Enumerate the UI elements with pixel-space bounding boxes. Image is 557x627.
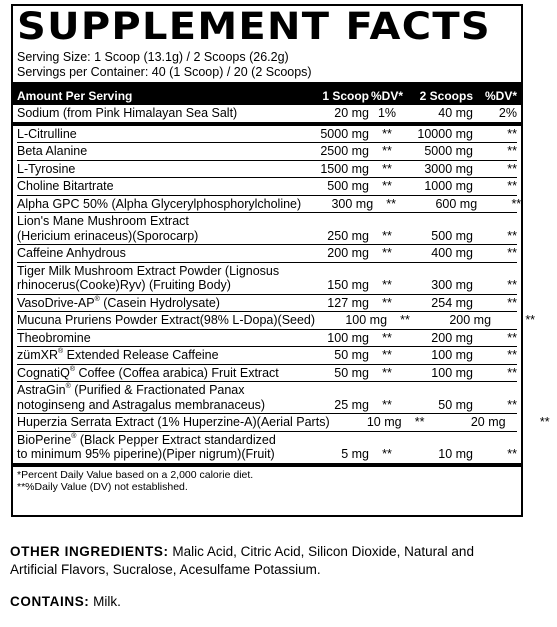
row-dv-2: ** [507, 246, 517, 260]
row-name-line: Lion's Mane Mushroom Extract [17, 214, 189, 228]
row-dv-2: ** [511, 196, 522, 211]
row-name [17, 383, 297, 412]
row-amount-1: 1500 mg [320, 161, 369, 176]
row-amount-1: 5 mg [341, 447, 369, 461]
table-row [17, 195, 522, 213]
row-name [17, 197, 301, 212]
row-dv-2: ** [507, 144, 517, 158]
row-name [17, 144, 297, 159]
row-dv-1: ** [382, 330, 392, 345]
row-name [17, 331, 297, 346]
table-row [17, 294, 517, 312]
panel-title: SUPPLEMENT FACTS [17, 5, 491, 48]
row-dv-2: 2% [498, 106, 517, 120]
table-row [17, 262, 517, 294]
row-name-line: L-Citrulline [17, 126, 77, 141]
row-amount-1: 150 mg [327, 278, 369, 292]
row-dv-1: ** [382, 228, 392, 243]
row-name-line: Caffeine Anhydrous [17, 246, 126, 260]
row-dv-2: ** [525, 313, 536, 327]
row-amount-2: 20 mg [470, 415, 506, 429]
row-name-line: Theobromine [17, 330, 91, 345]
row-amount-2: 400 mg [431, 246, 473, 260]
footnote-not-established: **%Daily Value (DV) not established. [17, 481, 188, 493]
row-amount-2: 50 mg [438, 397, 473, 412]
row-amount-1: 300 mg [331, 196, 374, 211]
row-amount-1: 100 mg [345, 313, 388, 327]
row-dv-1: ** [400, 313, 410, 327]
row-amount-1: 100 mg [327, 330, 369, 345]
row-name-line: Beta Alanine [17, 144, 88, 158]
table-row [17, 244, 517, 262]
table-row [17, 177, 517, 195]
row-amount-2: 600 mg [435, 196, 478, 211]
row-amount-1: 2500 mg [320, 144, 369, 158]
row-amount-2: 254 mg [431, 295, 473, 310]
row-amount-1: 500 mg [327, 179, 369, 193]
row-name [17, 313, 315, 328]
row-dv-1: 1% [377, 106, 397, 120]
row-name [17, 433, 297, 462]
row-dv-1: ** [382, 161, 392, 176]
row-dv-1: ** [382, 246, 392, 260]
row-name-line: Alpha GPC 50% (Alpha Glycerylphosphorylcholine) [17, 196, 302, 211]
row-amount-1: 10 mg [366, 415, 402, 429]
row-amount-1: 250 mg [327, 228, 369, 243]
row-amount-2: 10000 mg [417, 126, 473, 141]
contains-text: Milk. [93, 594, 121, 609]
row-dv-2: ** [507, 365, 517, 380]
row-name-line: Choline Bitartrate [17, 179, 114, 193]
serving-size: Serving Size: 1 Scoop (13.1g) / 2 Scoops (26.2g) [17, 50, 289, 64]
row-name-line: AstraGin® (Purified & Fractionated Panax [17, 383, 245, 397]
row-amount-2: 3000 mg [424, 161, 473, 176]
other-ingredients-label: OTHER INGREDIENTS: [10, 544, 169, 559]
row-dv-1: ** [382, 447, 392, 461]
row-name [17, 246, 297, 261]
footnotes [13, 463, 521, 494]
row-amount-2: 1000 mg [424, 179, 473, 193]
row-name-line: CognatiQ® Coffee (Coffea arabica) Fruit Extract [17, 365, 279, 380]
table-row [17, 413, 550, 431]
row-dv-2: ** [507, 161, 517, 176]
table-row [17, 381, 517, 413]
row-name [17, 366, 297, 381]
row-name-line: (Hericium erinaceus)(Sporocarp) [17, 228, 199, 243]
row-dv-1: ** [382, 126, 392, 141]
row-name-line: VasoDrive-AP® (Casein Hydrolysate) [17, 295, 220, 310]
row-name [17, 415, 330, 430]
servings-per-container: Servings per Container: 40 (1 Scoop) / 20 (2 Scoops) [17, 65, 312, 79]
row-amount-2: 200 mg [431, 330, 473, 345]
row-amount-1: 50 mg [334, 348, 369, 362]
row-name-line: notoginseng and Astragalus membranaceus) [17, 397, 266, 412]
table-row [17, 212, 517, 244]
row-name-line: rhinocerus(Cooke)Ryv) (Fruiting Body) [17, 278, 231, 292]
row-amount-2: 300 mg [431, 278, 473, 292]
row-dv-2: ** [507, 278, 517, 292]
header-amount: Amount Per Serving [17, 89, 133, 103]
row-dv-1: ** [382, 365, 392, 380]
row-amount-2: 40 mg [438, 106, 473, 120]
row-dv-1: ** [382, 295, 392, 310]
table-row [17, 142, 517, 160]
supplement-facts-panel [11, 4, 550, 517]
table-row [17, 311, 536, 329]
row-name [17, 162, 297, 177]
header-dv2: %DV* [484, 89, 517, 103]
row-dv-1: ** [386, 196, 397, 211]
row-dv-2: ** [507, 295, 517, 310]
row-dv-2: ** [507, 348, 517, 362]
row-dv-1: ** [382, 144, 392, 158]
row-dv-2: ** [507, 126, 517, 141]
row-amount-1: 20 mg [334, 106, 369, 120]
row-dv-1: ** [382, 348, 392, 362]
row-dv-2: ** [507, 330, 517, 345]
row-dv-1: ** [382, 397, 392, 412]
table-row [17, 431, 517, 463]
table-header [13, 88, 521, 105]
other-ingredients-text: Malic Acid, Citric Acid, Silicon Dioxide, Natural and Artificial Flavors, Sucralose, Acesulfame Potassium. [10, 544, 474, 577]
row-name-line: BioPerine® (Black Pepper Extract standardized [17, 432, 276, 447]
table-row [17, 346, 517, 364]
header-scoop1: 1 Scoop [322, 89, 369, 103]
row-name-line: Mucuna Pruriens Powder Extract(98% L-Dopa)(Seed) [17, 313, 316, 327]
row-amount-1: 5000 mg [320, 126, 369, 141]
row-name [17, 264, 297, 293]
row-dv-2: ** [539, 415, 550, 429]
contains-label: CONTAINS: [10, 594, 90, 609]
contains-statement [10, 593, 121, 611]
row-name [17, 214, 297, 243]
row-dv-1: ** [382, 278, 392, 292]
other-ingredients [10, 543, 522, 579]
row-amount-1: 200 mg [327, 246, 369, 260]
table-row [17, 126, 517, 143]
row-dv-1: ** [382, 179, 392, 193]
row-name-line: Tiger Milk Mushroom Extract Powder (Lignosus [17, 263, 280, 278]
row-amount-2: 200 mg [449, 313, 492, 327]
header-scoop2: 2 Scoops [419, 89, 473, 103]
table-row [17, 329, 517, 347]
row-name-line: to minimum 95% piperine)(Piper nigrum)(Fruit) [17, 447, 275, 461]
row-dv-2: ** [507, 447, 517, 461]
row-name: Sodium (from Pink Himalayan Sea Salt) [17, 106, 238, 120]
row-name [17, 127, 297, 142]
table-row [17, 160, 517, 178]
header-dv1: %DV* [370, 89, 403, 103]
row-name [17, 179, 297, 194]
row-amount-1: 127 mg [327, 295, 369, 310]
row-amount-2: 5000 mg [424, 144, 473, 158]
row-name-line: Huperzia Serrata Extract (1% Huperzine-A)(Aerial Parts) [17, 415, 330, 429]
row-dv-2: ** [507, 179, 517, 193]
row-dv-2: ** [507, 228, 517, 243]
ingredient-rows [17, 126, 550, 463]
row-name [17, 296, 297, 311]
row-amount-2: 10 mg [438, 447, 473, 461]
row-name-line: zümXR® Extended Release Caffeine [17, 348, 219, 362]
row-amount-2: 500 mg [431, 228, 473, 243]
row-name [17, 348, 297, 363]
footnote-dv: *Percent Daily Value based on a 2,000 calorie diet. [17, 468, 254, 481]
row-dv-1: ** [414, 415, 425, 429]
row-dv-2: ** [507, 397, 517, 412]
row-amount-1: 50 mg [334, 365, 369, 380]
row-name-line: L-Tyrosine [17, 161, 76, 176]
row-amount-1: 25 mg [334, 397, 369, 412]
table-row-sodium [17, 105, 517, 122]
table-row [17, 364, 517, 382]
row-amount-2: 100 mg [431, 365, 473, 380]
row-amount-2: 100 mg [431, 348, 473, 362]
